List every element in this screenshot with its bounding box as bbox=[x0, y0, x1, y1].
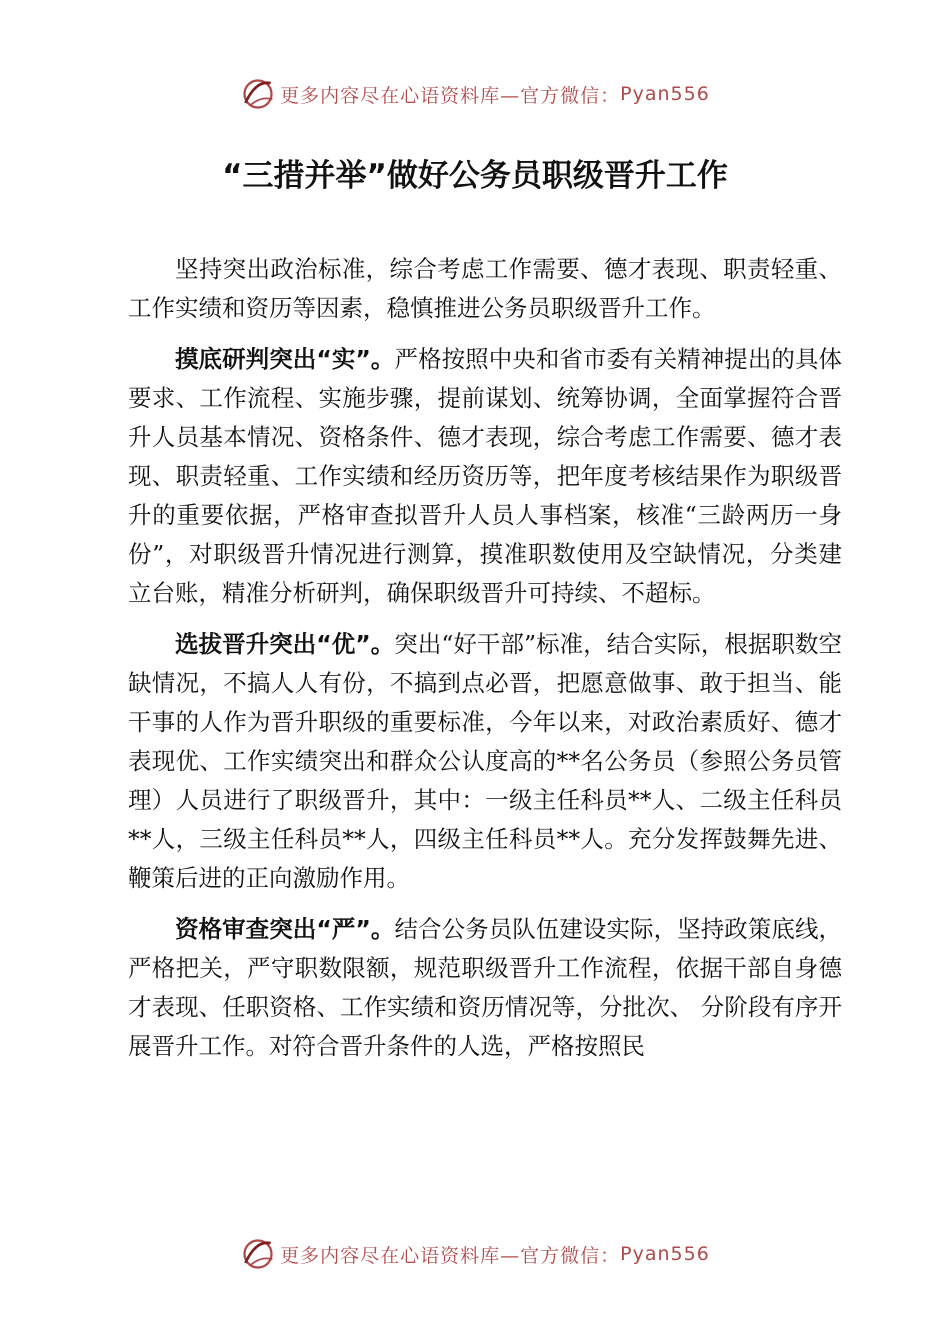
document-title: “三措并举”做好公务员职级晋升工作 bbox=[222, 158, 728, 194]
section-paragraph bbox=[128, 625, 842, 898]
intro-paragraph: 坚持突出政治标准，综合考虑工作需要、德才表现、职责轻重、工作实绩和资历等因素，稳慎推进公务员职级晋升工作。 bbox=[128, 255, 842, 322]
section-body: 结合公务员队伍建设实际，坚持政策底线，严格把关，严守职数限额，规范职级晋升工作流程，依据干部自身德才表现、任职资格、工作实绩和资历情况等，分批次、 分阶段有序开展晋升工作。对符合晋升条件的人选，严格按照民 bbox=[128, 915, 843, 1060]
watermark-id: Pyan556 bbox=[620, 83, 710, 105]
watermark-text: 更多内容尽在心语资料库—官方微信： bbox=[280, 1244, 621, 1267]
section-heading: 摸底研判突出“实”。 bbox=[175, 345, 395, 373]
watermark-id: Pyan556 bbox=[620, 1243, 710, 1265]
watermark-text: 更多内容尽在心语资料库—官方微信： bbox=[280, 84, 621, 107]
section-paragraph bbox=[128, 340, 842, 613]
section-body: 突出“好干部”标准，结合实际，根据职数空缺情况，不搞人人有份，不搞到点必晋，把愿意做事、敢于担当、能干事的人作为晋升职级的重要标准，今年以来，对政治素质好、德才表现优、工作实绩突出和群众公认度高的**名公务员（参照公务员管理）人员进行了职级晋升，其中：一级主任科员**人、二级主任科员**人，三级主任科员**人，四级主任科员**人。充分发挥鼓舞先进、鞭策后进的正向激励作用。 bbox=[128, 630, 842, 892]
section-paragraph bbox=[128, 910, 842, 1066]
section-heading: 选拔晋升突出“优”。 bbox=[175, 630, 395, 658]
document-body bbox=[128, 250, 842, 1078]
watermark-footer bbox=[0, 1234, 950, 1274]
watermark-logo-icon bbox=[240, 76, 276, 112]
watermark-logo-icon bbox=[240, 1236, 276, 1272]
watermark-header bbox=[0, 74, 950, 114]
section-heading: 资格审查突出“严”。 bbox=[175, 915, 395, 943]
section-body: 严格按照中央和省市委有关精神提出的具体要求、工作流程、实施步骤，提前谋划、统筹协调，全面掌握符合晋升人员基本情况、资格条件、德才表现，综合考虑工作需要、德才表现、职责轻重、工作实绩和经历资历等，把年度考核结果作为职级晋升的重要依据，严格审查拟晋升人员人事档案，核准“三龄两历一身份”，对职级晋升情况进行测算，摸准职数使用及空缺情况，分类建立台账，精准分析研判，确保职级晋升可持续、不超标。 bbox=[128, 345, 843, 607]
